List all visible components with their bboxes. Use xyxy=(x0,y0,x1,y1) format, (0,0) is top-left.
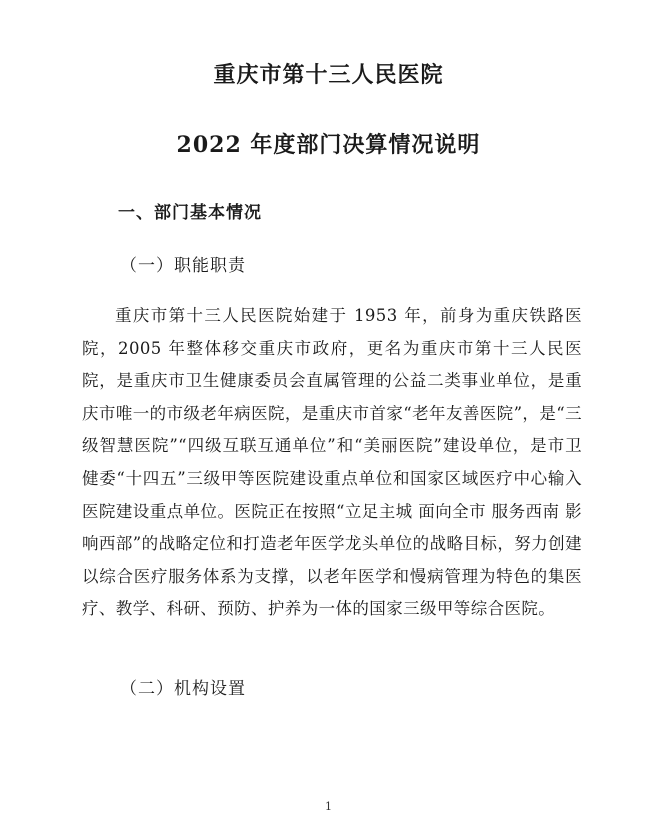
document-title-hospital: 重庆市第十三人民医院 xyxy=(213,62,444,88)
page-number: 1 xyxy=(325,800,332,813)
document-title-report: 2022 年度部门决算情况说明 xyxy=(176,132,481,158)
subsection-heading-functions: （一）职能职责 xyxy=(120,256,246,276)
section-heading-basic-info: 一、部门基本情况 xyxy=(118,203,262,223)
paragraph-functions: 重庆市第十三人民医院始建于 1953 年，前身为重庆铁路医院，2005 年整体移交重庆市政府，更名为重庆市第十三人民医院，是重庆市卫生健康委员会直属管理的公益二类事业单位，是重庆市唯一的市级老年病医院，是重庆市首家“老年友善医院”，是“三级智慧医院”“四级互联互通单位”和“美丽医院”建设单位，是市卫健委“十四五”三级甲等医院建设重点单位和国家区域医疗中心输入医院建设重点单位。医院正在按照“立足主城 面向全市 服务西南 影响西部”的战略定位和打造老年医学龙头单位的战略目标，努力创建以综合医疗服务体系为支撑，以老年医学和慢病管理为特色的集医疗、教学、科研、预防、护养为一体的国家三级甲等综合医院。 xyxy=(82,306,582,619)
subsection-heading-organization: （二）机构设置 xyxy=(120,679,246,699)
